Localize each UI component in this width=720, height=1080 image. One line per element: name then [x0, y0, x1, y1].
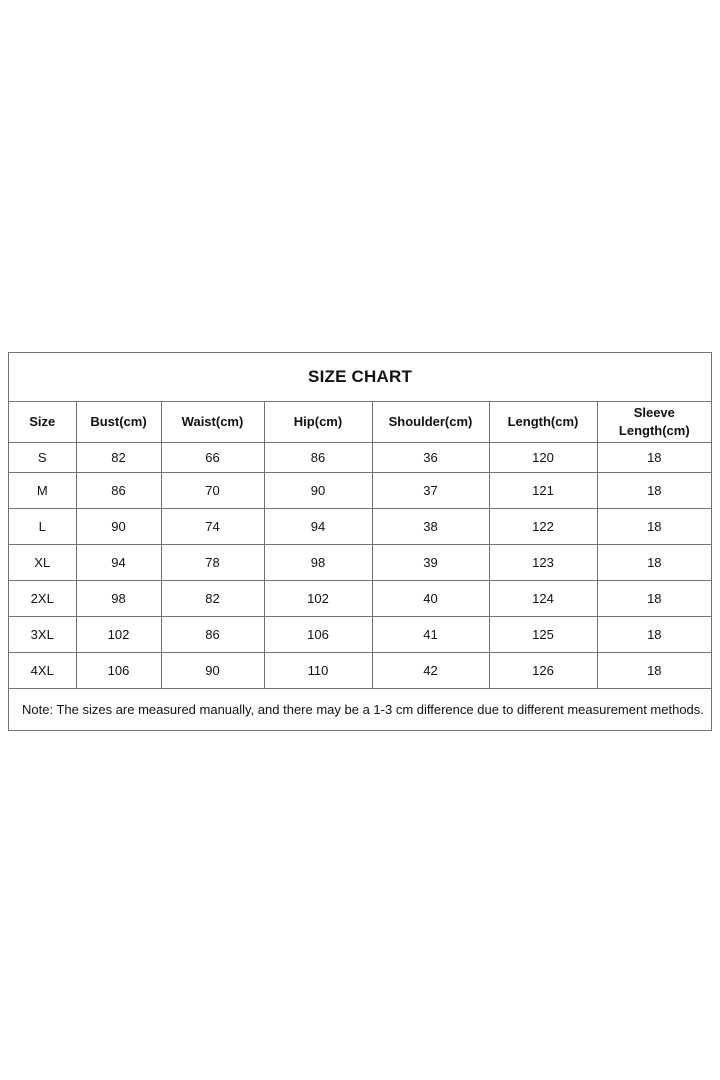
cell-hip: 98	[264, 545, 372, 581]
cell-waist: 66	[161, 443, 264, 473]
cell-sleeve-length: 18	[597, 581, 711, 617]
header-bust: Bust(cm)	[76, 402, 161, 443]
cell-length: 121	[489, 473, 597, 509]
table-row	[9, 617, 711, 653]
cell-length: 123	[489, 545, 597, 581]
cell-shoulder: 42	[372, 653, 489, 689]
header-sleeve-line1: Sleeve	[633, 405, 675, 420]
size-chart-table	[9, 353, 711, 730]
measurement-note: Note: The sizes are measured manually, and there may be a 1-3 cm difference due to different measurement methods.	[9, 689, 711, 731]
cell-waist: 90	[161, 653, 264, 689]
table-row	[9, 653, 711, 689]
header-sleeve-line2: Length(cm)	[618, 423, 690, 438]
cell-bust: 82	[76, 443, 161, 473]
table-row	[9, 545, 711, 581]
cell-length: 126	[489, 653, 597, 689]
cell-shoulder: 38	[372, 509, 489, 545]
cell-hip: 94	[264, 509, 372, 545]
chart-title: SIZE CHART	[9, 353, 711, 402]
cell-waist: 70	[161, 473, 264, 509]
size-chart	[8, 352, 712, 731]
cell-sleeve-length: 18	[597, 617, 711, 653]
cell-hip: 106	[264, 617, 372, 653]
cell-sleeve-length: 18	[597, 653, 711, 689]
cell-waist: 74	[161, 509, 264, 545]
cell-length: 120	[489, 443, 597, 473]
cell-bust: 106	[76, 653, 161, 689]
cell-size: L	[9, 509, 76, 545]
cell-waist: 78	[161, 545, 264, 581]
header-length: Length(cm)	[489, 402, 597, 443]
header-size: Size	[9, 402, 76, 443]
cell-shoulder: 41	[372, 617, 489, 653]
cell-length: 122	[489, 509, 597, 545]
header-sleeve-length	[597, 402, 711, 443]
cell-size: 4XL	[9, 653, 76, 689]
cell-hip: 110	[264, 653, 372, 689]
cell-shoulder: 36	[372, 443, 489, 473]
header-row	[9, 402, 711, 443]
cell-shoulder: 40	[372, 581, 489, 617]
table-row	[9, 581, 711, 617]
cell-size: XL	[9, 545, 76, 581]
cell-size: M	[9, 473, 76, 509]
cell-shoulder: 39	[372, 545, 489, 581]
cell-bust: 86	[76, 473, 161, 509]
cell-size: 2XL	[9, 581, 76, 617]
header-shoulder: Shoulder(cm)	[372, 402, 489, 443]
table-row	[9, 473, 711, 509]
cell-bust: 98	[76, 581, 161, 617]
cell-bust: 90	[76, 509, 161, 545]
cell-hip: 102	[264, 581, 372, 617]
cell-shoulder: 37	[372, 473, 489, 509]
cell-sleeve-length: 18	[597, 509, 711, 545]
cell-sleeve-length: 18	[597, 443, 711, 473]
header-waist: Waist(cm)	[161, 402, 264, 443]
cell-length: 125	[489, 617, 597, 653]
table-row	[9, 443, 711, 473]
cell-bust: 94	[76, 545, 161, 581]
cell-sleeve-length: 18	[597, 545, 711, 581]
cell-length: 124	[489, 581, 597, 617]
cell-size: S	[9, 443, 76, 473]
header-hip: Hip(cm)	[264, 402, 372, 443]
cell-bust: 102	[76, 617, 161, 653]
cell-size: 3XL	[9, 617, 76, 653]
table-row	[9, 509, 711, 545]
cell-waist: 86	[161, 617, 264, 653]
cell-hip: 86	[264, 443, 372, 473]
cell-sleeve-length: 18	[597, 473, 711, 509]
cell-waist: 82	[161, 581, 264, 617]
cell-hip: 90	[264, 473, 372, 509]
